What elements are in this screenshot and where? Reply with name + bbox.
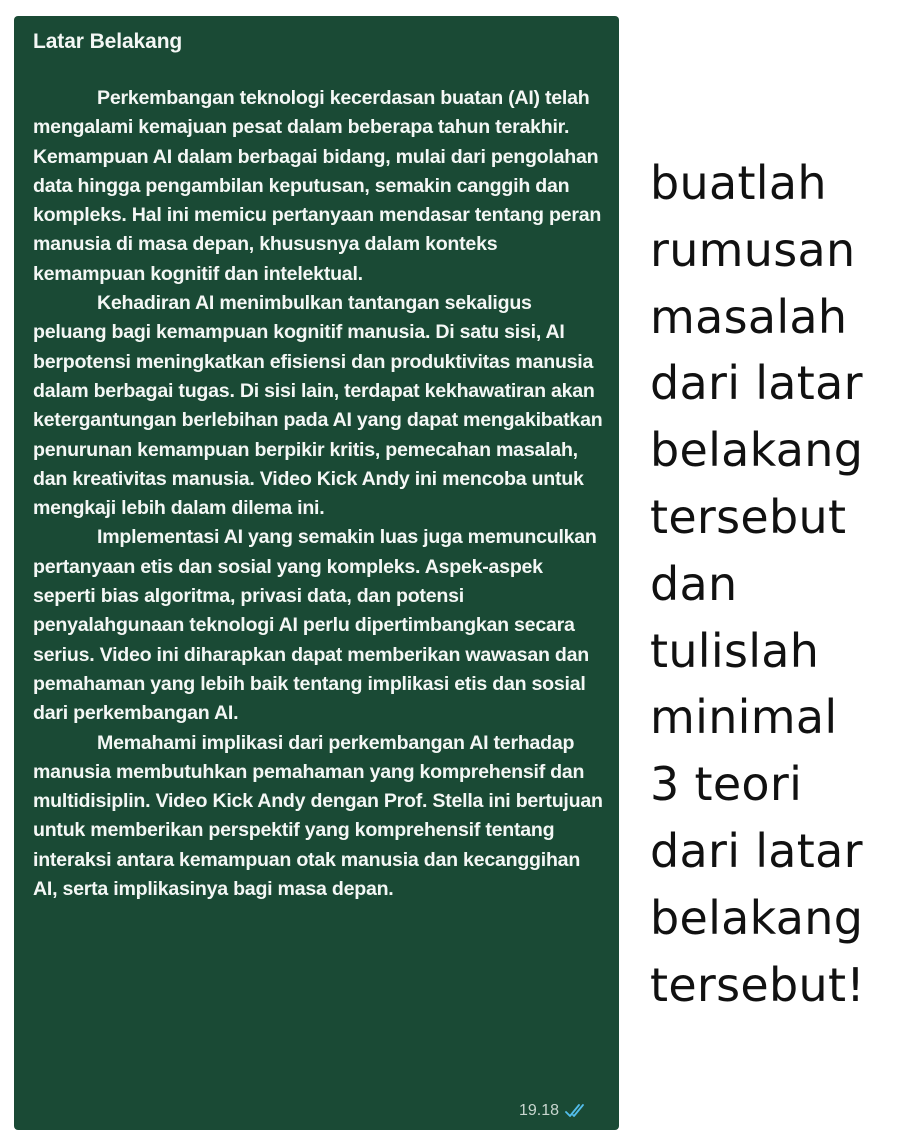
- instruction-line: belakang: [650, 423, 864, 478]
- chat-message-bubble[interactable]: [14, 16, 619, 1130]
- instruction-line: belakang: [650, 890, 864, 945]
- instruction-line: minimal: [650, 690, 838, 745]
- message-meta: [519, 1102, 591, 1120]
- instruction-line: masalah: [650, 289, 848, 344]
- instruction-text: [650, 150, 910, 1018]
- message-paragraph: Memahami implikasi dari perkembangan AI terhadap manusia membutuhkan pemahaman yang komprehensif dan multidisiplin. Video Kick Andy dengan Prof. Stella ini bertujuan untuk memberikan perspektif yang komprehensif tentang interaksi antara kemampuan otak manusia dan kecanggihan AI, serta implikasinya bagi masa depan.: [33, 731, 603, 901]
- message-timestamp: 19.18: [518, 1102, 559, 1119]
- message-paragraph: Implementasi AI yang semakin luas juga memunculkan pertanyaan etis dan sosial yang kompleks. Aspek-aspek seperti bias algoritma, privasi data, dan potensi penyalahgunaan teknologi AI perlu dipertimbangkan secara serius. Video ini diharapkan dapat memberikan wawasan dan pemahaman yang lebih baik tentang implikasi etis dan sosial dari perkembangan AI.: [33, 526, 597, 725]
- instruction-line: buatlah: [650, 156, 827, 210]
- instruction-line: rumusan: [650, 222, 856, 277]
- instruction-line: dari latar: [650, 356, 863, 411]
- message-paragraph: Perkembangan teknologi kecerdasan buatan (AI) telah mengalami kemajuan pesat dalam beberapa tahun terakhir. Kemampuan AI dalam berbagai bidang, mulai dari pengolahan data hingga pengambilan keputusan, semakin canggih dan kompleks. Hal ini memicu pertanyaan mendasar tentang peran manusia di masa depan, khususnya dalam konteks kemampuan kognitif dan intelektual.: [33, 87, 602, 285]
- instruction-line: tersebut!: [650, 957, 866, 1012]
- message-paragraph: Kehadiran AI menimbulkan tantangan sekaligus peluang bagi kemampuan kognitif manusia. Di satu sisi, AI berpotensi meningkatkan efisiensi dan produktivitas manusia dalam berbagai tugas. Di sisi lain, terdapat kekhawatiran akan ketergantungan berlebihan pada AI yang dapat mengakibatkan penurunan kemampuan berpikir kritis, pemecahan masalah, dan kreativitas manusia. Video Kick Andy ini mencoba untuk mengkaji lebih dalam dilema ini.: [33, 292, 603, 520]
- instruction-line: tersebut: [650, 489, 847, 544]
- instruction-line: 3 teori: [650, 757, 803, 812]
- double-check-icon: [565, 1102, 591, 1120]
- instruction-line: dan: [650, 556, 738, 611]
- instruction-line: tulislah: [650, 623, 820, 678]
- message-title: Latar Belakang: [33, 30, 183, 53]
- instruction-line: dari latar: [650, 823, 863, 878]
